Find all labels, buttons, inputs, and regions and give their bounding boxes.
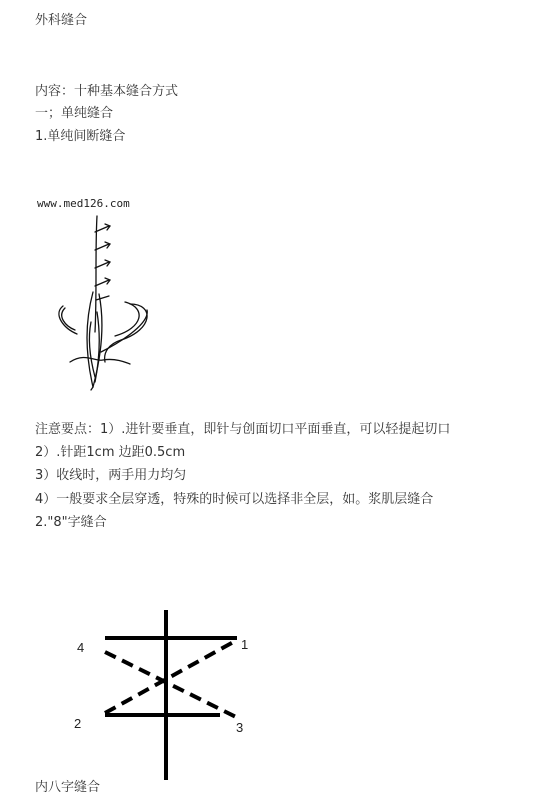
interrupted-suture-illustration [35, 212, 165, 392]
figure-label: 4 [77, 640, 85, 655]
figure-label: 3 [236, 720, 244, 735]
note-line: 注意要点：1）.进针要垂直，即针与创面切口平面垂直，可以轻提起切口 [35, 422, 451, 437]
figure-label: 1 [241, 637, 249, 652]
watermark-text: www.med126.com [37, 197, 130, 210]
content-line: 内容：十种基本缝合方式 [35, 84, 179, 99]
subsection-heading: 2."8"字缝合 [35, 515, 107, 530]
page-title: 外科缝合 [35, 13, 88, 28]
figure-eight-suture-diagram [60, 595, 280, 785]
note-line: 3）收线时，两手用力均匀 [35, 468, 187, 483]
note-line: 2）.针距1cm 边距0.5cm [35, 445, 186, 460]
figure-label: 2 [74, 716, 82, 731]
section-heading: 一；单纯缝合 [35, 106, 114, 121]
subsection-heading: 内八字缝合 [35, 780, 101, 795]
note-line: 4）一般要求全层穿透，特殊的时候可以选择非全层，如。浆肌层缝合 [35, 492, 434, 507]
subsection-heading: 1.单纯间断缝合 [35, 129, 126, 144]
